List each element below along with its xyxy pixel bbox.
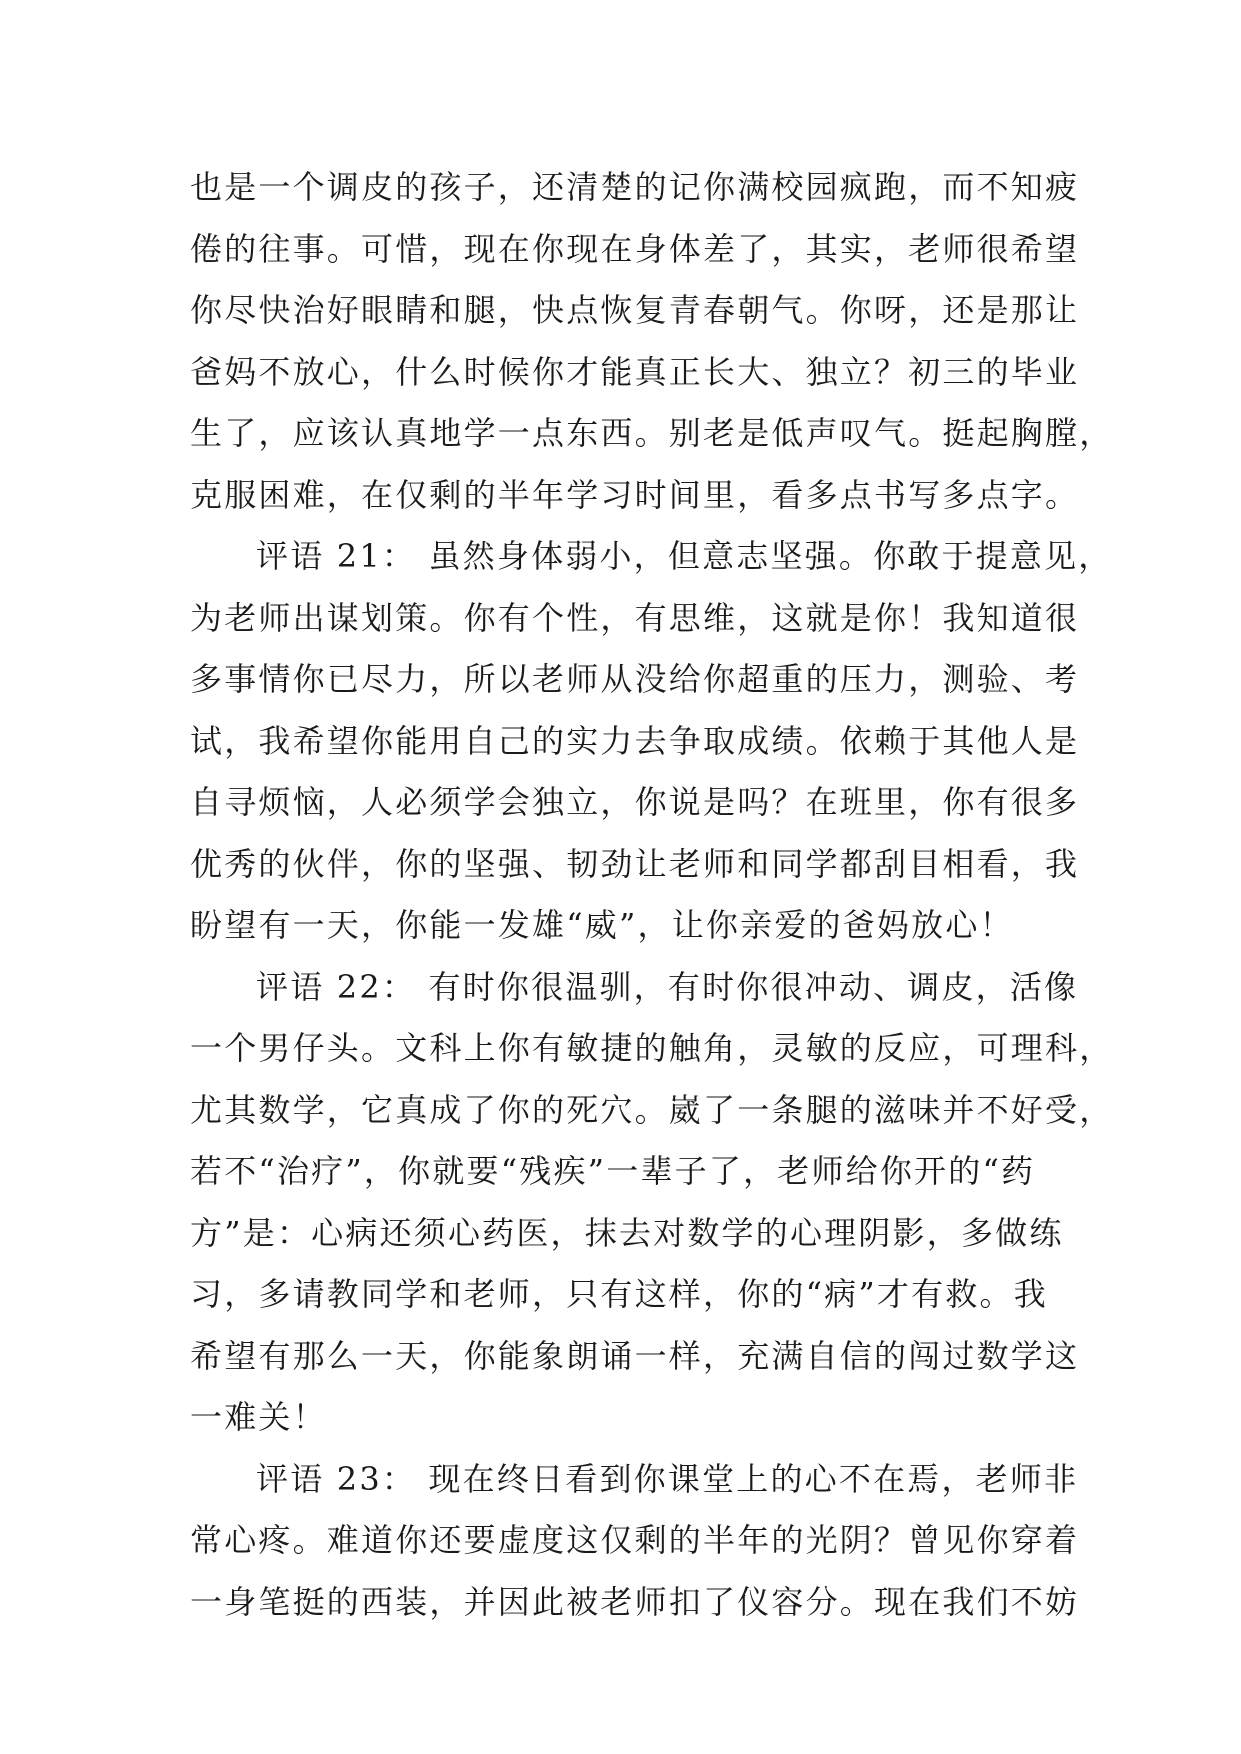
text-line: 也是一个调皮的孩子，还清楚的记你满校园疯跑，而不知疲 [190,168,1080,206]
text-line: 常心疼。难道你还要虚度这仅剩的半年的光阴？曾见你穿着 [190,1521,1080,1559]
document-body [190,157,1114,1633]
text-line: 爸妈不放心，什么时候你才能真正长大、独立？初三的毕业 [190,352,1080,391]
text-line: 一身笔挺的西装，并因此被老师扣了仪容分。现在我们不妨 [190,1582,1080,1621]
comment-heading-line: 评语 21： 虽然身体弱小，但意志坚强。你敢于提意见， [256,537,1113,575]
text-line: 一个男仔头。文科上你有敏捷的触角，灵敏的反应，可理科， [190,1029,1114,1067]
text-line: 一难关！ [190,1398,327,1436]
text-line: 优秀的伙伴，你的坚强、韧劲让老师和同学都刮目相看，我 [190,844,1080,883]
comment-heading-line: 评语 22： 有时你很温驯，有时你很冲动、调皮，活像 [256,967,1079,1006]
text-line: 生了，应该认真地学一点东西。别老是低声叹气。挺起胸膛， [190,414,1114,452]
text-line: 习，多请教同学和老师，只有这样，你的“病”才有救。我 [190,1275,1048,1313]
text-line: 克服困难，在仅剩的半年学习时间里，看多点书写多点字。 [190,475,1080,514]
text-line: 若不“治疗”，你就要“残疾”一辈子了，老师给你开的“药 [190,1152,1036,1190]
text-line: 试，我希望你能用自己的实力去争取成绩。依赖于其他人是 [190,721,1080,760]
text-line: 盼望有一天，你能一发雄“威”，让你亲爱的爸妈放心！ [190,906,1014,944]
text-line: 方”是：心病还须心药医，抹去对数学的心理阴影，多做练 [190,1213,1064,1252]
comment-heading-line: 评语 23： 现在终日看到你课堂上的心不在焉，老师非 [256,1459,1079,1498]
text-line: 希望有那么一天，你能象朗诵一样，充满自信的闯过数学这 [190,1336,1080,1375]
text-line: 你尽快治好眼睛和腿，快点恢复青春朝气。你呀，还是那让 [190,291,1080,329]
text-line: 尤其数学，它真成了你的死穴。崴了一条腿的滋味并不好受， [190,1090,1114,1129]
text-line: 倦的往事。可惜，现在你现在身体差了，其实，老师很希望 [190,229,1080,268]
text-line: 自寻烦恼，人必须学会独立，你说是吗？在班里，你有很多 [190,783,1080,821]
text-line: 为老师出谋划策。你有个性，有思维，这就是你！我知道很 [190,598,1080,637]
text-line: 多事情你已尽力，所以老师从没给你超重的压力，测验、考 [190,660,1080,698]
